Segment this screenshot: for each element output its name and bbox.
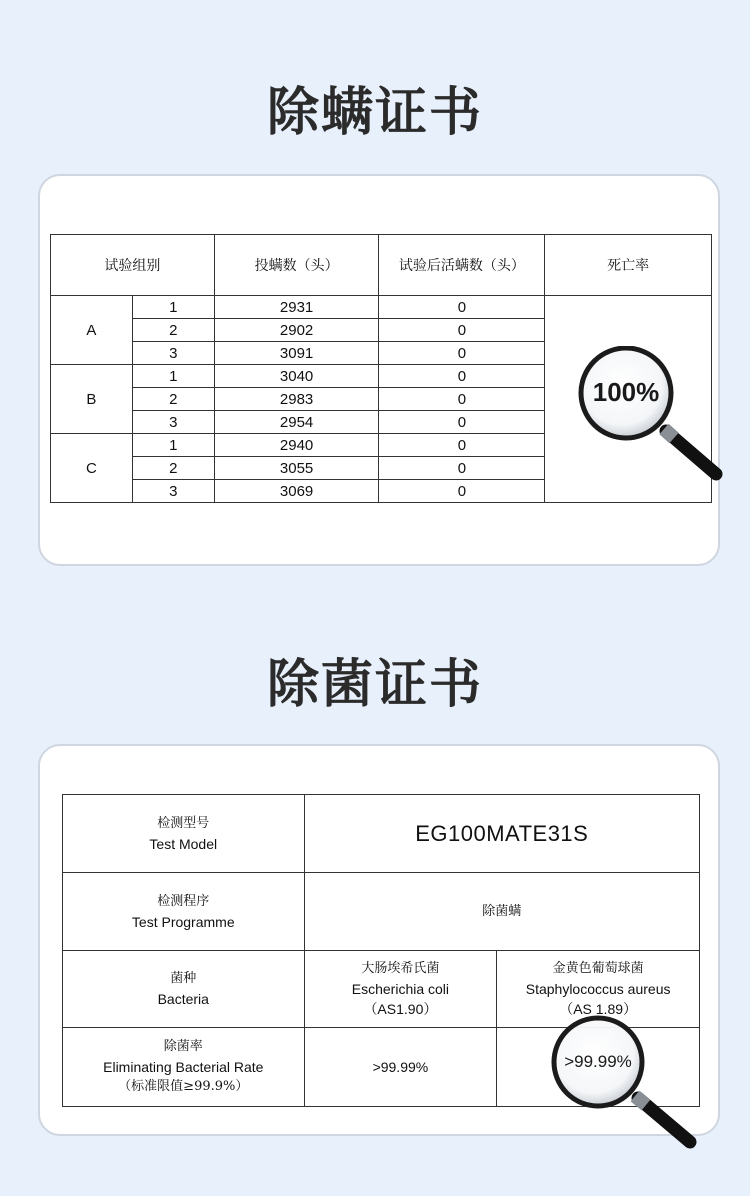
table-cell: 2940 [214, 434, 379, 457]
table-cell: 2 [132, 457, 214, 480]
mite-certificate-title: 除螨证书 [266, 83, 483, 143]
magnifier-icon [542, 1014, 702, 1154]
table-cell: 0 [379, 411, 545, 434]
test-model-label [63, 795, 305, 873]
test-programme-label [63, 873, 305, 951]
mite-certificate-card [38, 174, 720, 566]
table-cell: 0 [379, 457, 545, 480]
table-cell: 2931 [214, 296, 379, 319]
table-cell: 3040 [214, 365, 379, 388]
bacteria-cn: 金黄色葡萄球菌 [552, 961, 644, 976]
magnifier-icon [576, 346, 726, 486]
group-label: B [51, 365, 133, 434]
death-rate-value: 100% [592, 377, 660, 407]
header-alive-count: 试验后活螨数（头） [379, 235, 545, 296]
table-cell: 3 [132, 480, 214, 503]
table-cell: 0 [379, 296, 545, 319]
test-model-value: EG100MATE31S [304, 795, 699, 873]
test-programme-value: 除菌螨 [304, 873, 699, 951]
table-cell: 0 [379, 319, 545, 342]
label-en: Test Programme [131, 913, 235, 930]
table-cell: 3 [132, 342, 214, 365]
table-cell: 2 [132, 319, 214, 342]
table-cell: 3055 [214, 457, 379, 480]
header-mite-count: 投螨数（头） [214, 235, 379, 296]
table-cell: 0 [379, 365, 545, 388]
table-cell: 0 [379, 342, 545, 365]
table-cell: 1 [132, 365, 214, 388]
label-en: Eliminating Bacterial Rate [103, 1059, 264, 1075]
group-label: C [51, 434, 133, 503]
table-cell: 0 [379, 388, 545, 411]
label-cn: 检测程序 [157, 893, 210, 909]
label-en: Bacteria [157, 991, 209, 1007]
table-cell: 1 [132, 434, 214, 457]
table-cell: 2983 [214, 388, 379, 411]
label-standard: （标准限值≥99.9%） [118, 1079, 249, 1094]
bacteria-en: Escherichia coli [351, 981, 450, 997]
table-cell: 2 [132, 388, 214, 411]
table-cell: 1 [132, 296, 214, 319]
label-cn: 菌种 [170, 971, 197, 986]
table-cell: 3091 [214, 342, 379, 365]
elimination-rate-saureus: >99.99% [564, 1052, 632, 1071]
bacteria-code: （AS1.90） [363, 1001, 438, 1017]
table-cell: 3069 [214, 480, 379, 503]
bacteria-code: （AS 1.89） [559, 1001, 638, 1017]
elimination-rate-ecoli: >99.99% [304, 1028, 497, 1107]
group-label: A [51, 296, 133, 365]
bacteria-certificate-card [38, 744, 720, 1136]
bacteria-label [63, 951, 305, 1028]
bacteria-en: Staphylococcus aureus [525, 981, 671, 997]
label-cn: 检测型号 [157, 815, 210, 831]
table-cell: 0 [379, 434, 545, 457]
label-cn: 除菌率 [163, 1039, 203, 1054]
header-test-group: 试验组别 [51, 235, 215, 296]
table-cell: 2954 [214, 411, 379, 434]
table-cell: 0 [379, 480, 545, 503]
header-death-rate: 死亡率 [545, 235, 712, 296]
table-cell: 3 [132, 411, 214, 434]
bacteria-certificate-title: 除菌证书 [266, 655, 483, 715]
bacteria-ecoli [304, 951, 497, 1028]
table-cell: 2902 [214, 319, 379, 342]
elimination-rate-label [63, 1028, 305, 1107]
label-en: Test Model [149, 835, 218, 852]
bacteria-cn: 大肠埃希氏菌 [361, 961, 440, 976]
